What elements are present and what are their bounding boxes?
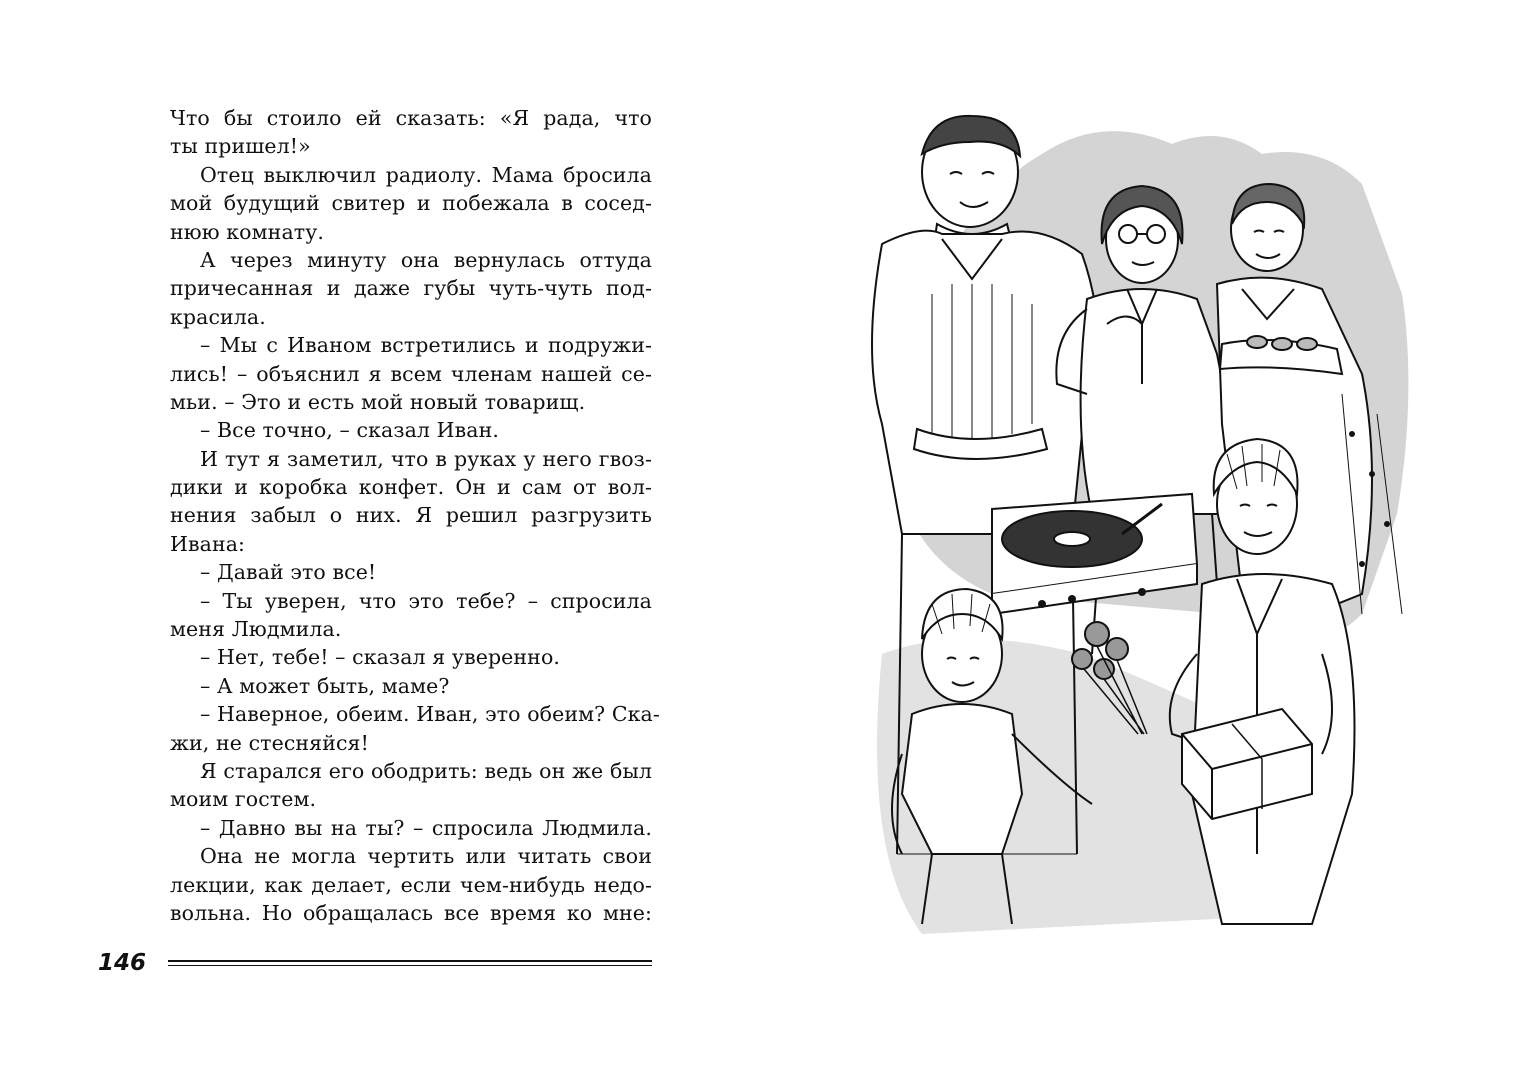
text-line: жи, не стесняйся! [170,730,369,755]
text-line: А через минуту она вернулась оттуда [200,247,652,272]
text-line: – Нет, тебе! – сказал я уверенно. [200,645,560,670]
text-line: меня Людмила. [170,617,342,642]
text-line: – Мы с Иваном встретились и подружи- [200,333,652,358]
text-line: ты пришел!» [170,134,311,159]
text-line: Я старался его ободрить: ведь он же был [200,758,652,783]
body-text [170,104,660,927]
rule-line [168,960,652,962]
text-line: И тут я заметил, что в руках у него гвоз- [200,446,652,471]
text-line: Что бы стоило ей сказать: «Я рада, что [170,106,652,130]
text-line: вольна. Но обращалась все время ко мне: [170,900,652,925]
text-line: мой будущий свитер и побежала в сосед- [170,191,652,216]
text-line: лись! – объяснил я всем членам нашей се- [170,361,652,386]
text-line: Отец выключил радиолу. Мама бросила [200,162,652,187]
text-line: моим гостем. [170,787,317,812]
text-line: Она не могла чертить или читать свои [200,844,652,869]
rule-line [168,965,652,966]
text-line: – Все точно, – сказал Иван. [200,418,499,443]
text-line: нения забыл о них. Я решил разгрузить [170,503,652,528]
text-line: мьи. – Это и есть мой новый товарищ. [170,389,586,414]
text-line: причесанная и даже губы чуть-чуть под- [170,276,652,301]
text-line: дики и коробка конфет. Он и сам от вол- [170,475,652,500]
text-line: красила. [170,304,266,329]
text-line: – Наверное, обеим. Иван, это обеим? Ска- [200,702,660,727]
text-line: Ивана: [170,531,246,556]
text-line: – Ты уверен, что это тебе? – спросила [200,588,652,613]
text-line: нюю комнату. [170,219,324,244]
family-illustration [842,94,1442,944]
text-line: – Давай это все! [200,560,377,585]
text-line: – Давно вы на ты? – спросила Людмила. [200,815,652,840]
text-line: – А может быть, маме? [200,673,450,698]
page-number: 146 [98,950,147,976]
text-line: лекции, как делает, если чем-нибудь недо- [170,872,652,897]
footer-rule [168,960,652,969]
